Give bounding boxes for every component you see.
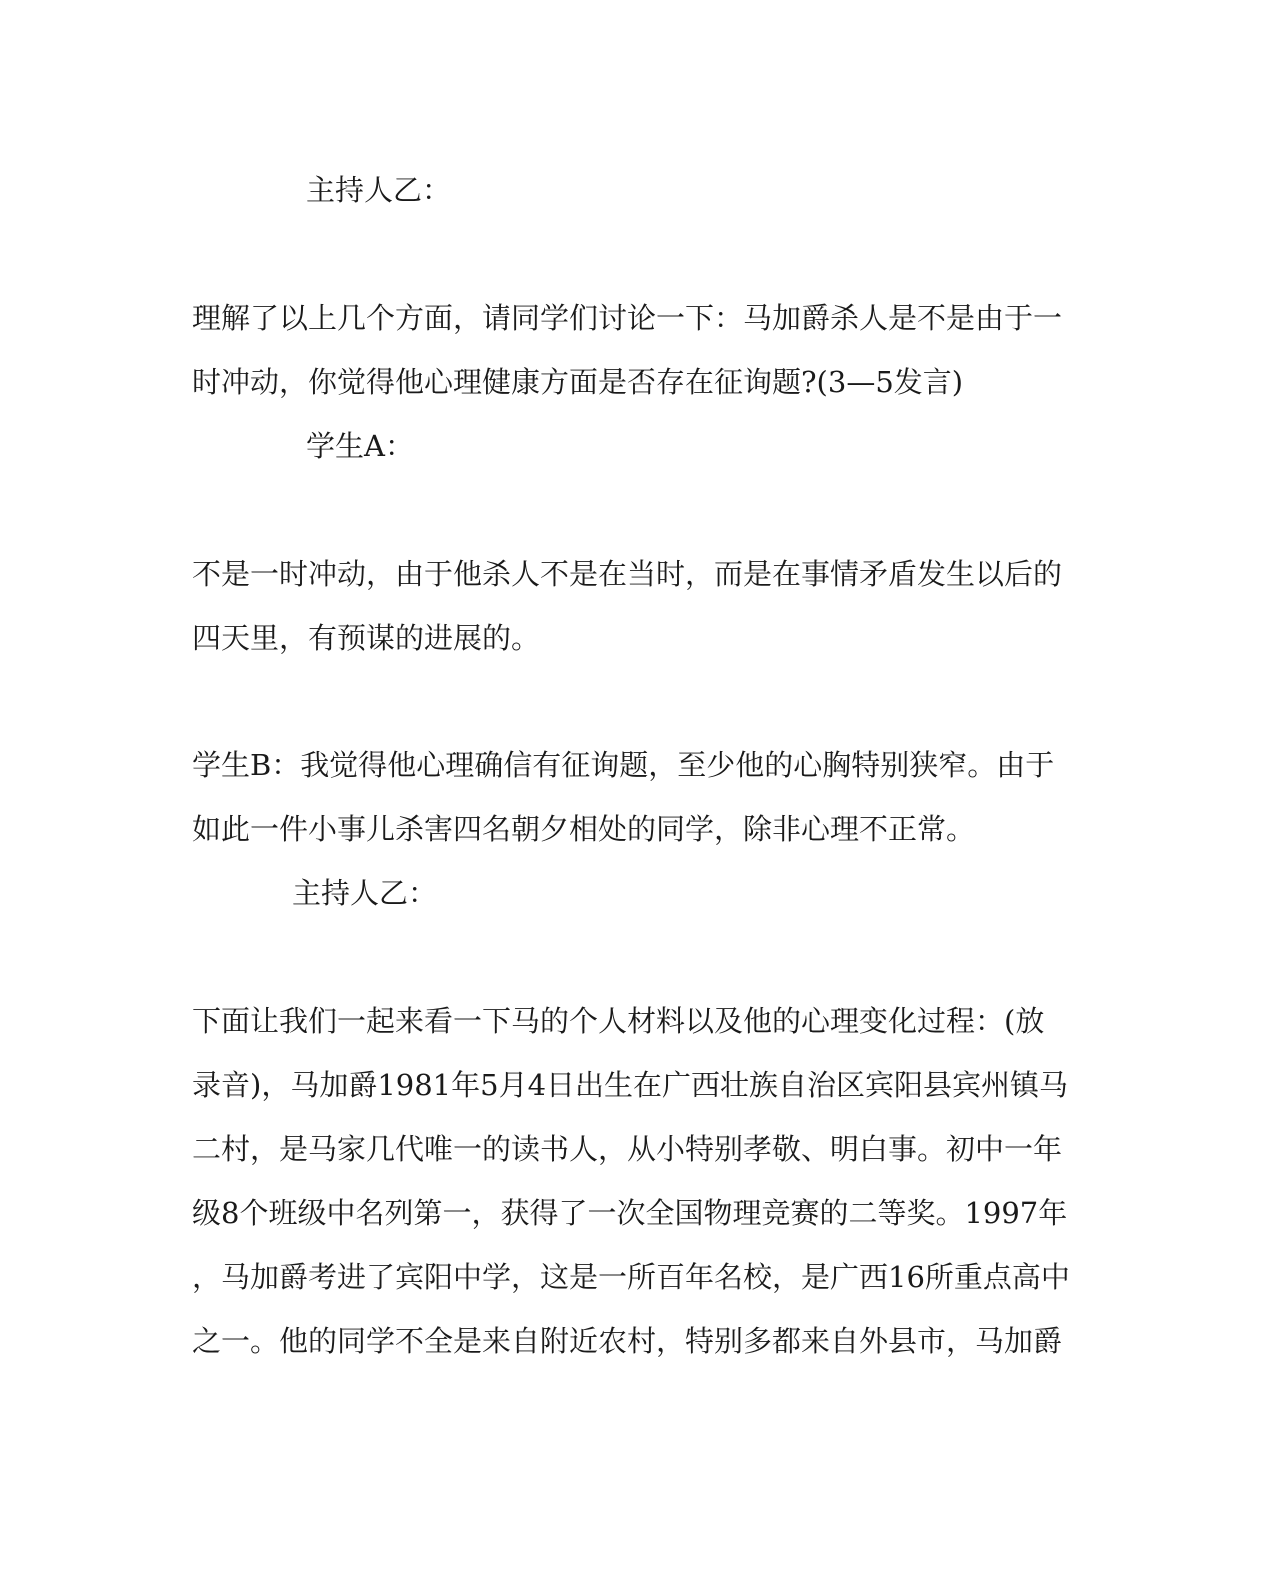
paragraph-line: 录音)，马加爵1981年5月4日出生在广西壮族自治区宾阳县宾州镇马: [192, 1068, 1069, 1102]
paragraph-line: ，马加爵考进了宾阳中学，这是一所百年名校，是广西16所重点高中: [192, 1260, 1070, 1294]
paragraph-line: 二村，是马家几代唯一的读书人，从小特别孝敬、明白事。初中一年: [192, 1132, 1063, 1166]
speaker-label: 主持人乙：: [306, 173, 452, 207]
paragraph-line: 如此一件小事儿杀害四名朝夕相处的同学，除非心理不正常。: [192, 812, 976, 846]
paragraph-line: 理解了以上几个方面，请同学们讨论一下：马加爵杀人是不是由于一: [192, 301, 1063, 335]
speaker-label: 学生A：: [306, 429, 414, 463]
speaker-label: 主持人乙：: [292, 876, 438, 910]
paragraph-line: 四天里，有预谋的进展的。: [192, 621, 541, 655]
paragraph-line: 之一。他的同学不全是来自附近农村，特别多都来自外县市，马加爵: [192, 1324, 1063, 1358]
paragraph-line: 学生B：我觉得他心理确信有征询题，至少他的心胸特别狭窄。由于: [192, 748, 1055, 782]
paragraph-line: 不是一时冲动，由于他杀人不是在当时，而是在事情矛盾发生以后的: [192, 557, 1063, 591]
paragraph-line: 级8个班级中名列第一，获得了一次全国物理竞赛的二等奖。1997年: [192, 1196, 1068, 1230]
paragraph-line: 下面让我们一起来看一下马的个人材料以及他的心理变化过程：(放: [192, 1004, 1045, 1038]
paragraph-line: 时冲动，你觉得他心理健康方面是否存在征询题?(3—5发言): [192, 365, 964, 399]
